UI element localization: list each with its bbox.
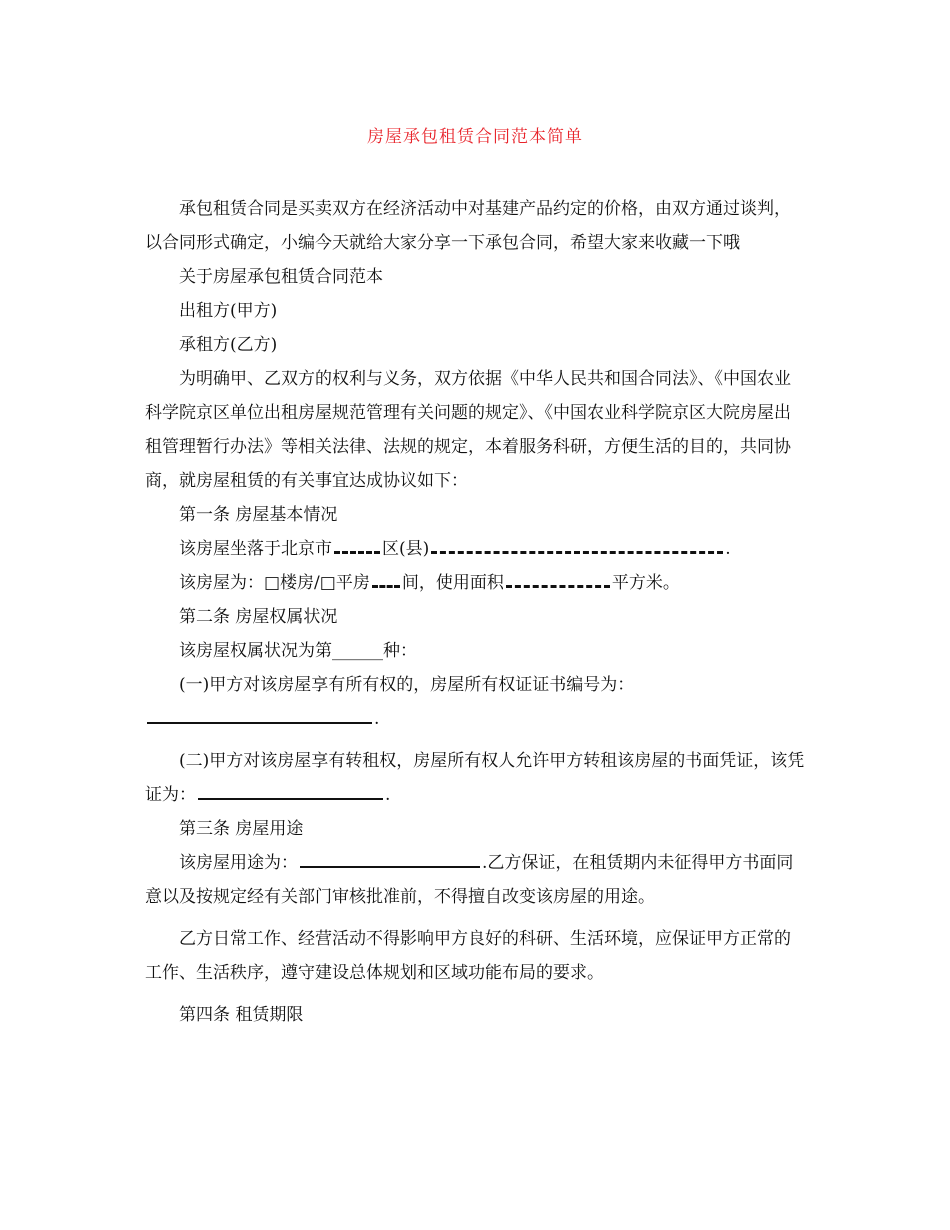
voucher-blank — [198, 798, 383, 800]
rooms-blank — [372, 585, 400, 588]
intro-paragraph: 承包租赁合同是买卖双方在经济活动中对基建产品约定的价格，由双方通过谈判，以合同形式确定，小编今天就给大家分享一下承包合同，希望大家来收藏一下哦 — [145, 199, 791, 253]
article-4-title: 第四条 租赁期限 — [179, 1005, 304, 1025]
article-1-title: 第一条 房屋基本情况 — [179, 505, 338, 525]
certificate-number-blank — [147, 722, 372, 724]
article-2-title: 第二条 房屋权属状况 — [179, 607, 338, 627]
use-blank — [300, 866, 480, 868]
article-3-title: 第三条 房屋用途 — [179, 819, 304, 839]
contract-heading: 关于房屋承包租赁合同范本 — [179, 267, 383, 287]
address-blank — [431, 551, 723, 554]
lessor-line: 出租方(甲方) — [179, 301, 278, 321]
preamble-paragraph: 为明确甲、乙双方的权利与义务，双方依据《中华人民共和国合同法》、《中国农业科学院京区单位出租房屋规范管理有关问题的规定》、《中国农业科学院京区大院房屋出租管理暂行办法》等相关法律、法规的规定，本着服务科研，方便生活的目的，共同协商，就房屋租赁的有关事宜达成协议如下： — [145, 369, 791, 491]
article-2-item-1-blank-line: . — [145, 702, 805, 736]
district-blank — [334, 551, 380, 554]
article-2-item-1: (一)甲方对该房屋享有所有权的，房屋所有权证证书编号为： — [179, 675, 635, 695]
document-title: 房屋承包租赁合同范本简单 — [367, 127, 583, 147]
article-1-type: 该房屋为：□楼房/□平房 间，使用面积 平方米。 — [179, 573, 680, 593]
area-blank — [506, 585, 610, 588]
document-body — [145, 192, 805, 1032]
article-2-item-2: (二)甲方对该房屋享有转租权，房屋所有权人允许甲方转租该房屋的书面凭证，该凭证为： . — [145, 751, 805, 805]
article-3-use: 该房屋用途为： .乙方保证，在租赁期内未征得甲方书面同意以及按规定经有关部门审核批准前，不得擅自改变该房屋的用途。 — [145, 853, 794, 907]
lessee-line: 承租方(乙方) — [179, 335, 278, 355]
article-2-status: 该房屋权属状况为第______种： — [179, 641, 417, 661]
article-1-location: 该房屋坐落于北京市 区(县) . — [179, 539, 731, 559]
article-3-paragraph-2: 乙方日常工作、经营活动不得影响甲方良好的科研、生活环境，应保证甲方正常的工作、生活秩序，遵守建设总体规划和区域功能布局的要求。 — [145, 929, 791, 983]
